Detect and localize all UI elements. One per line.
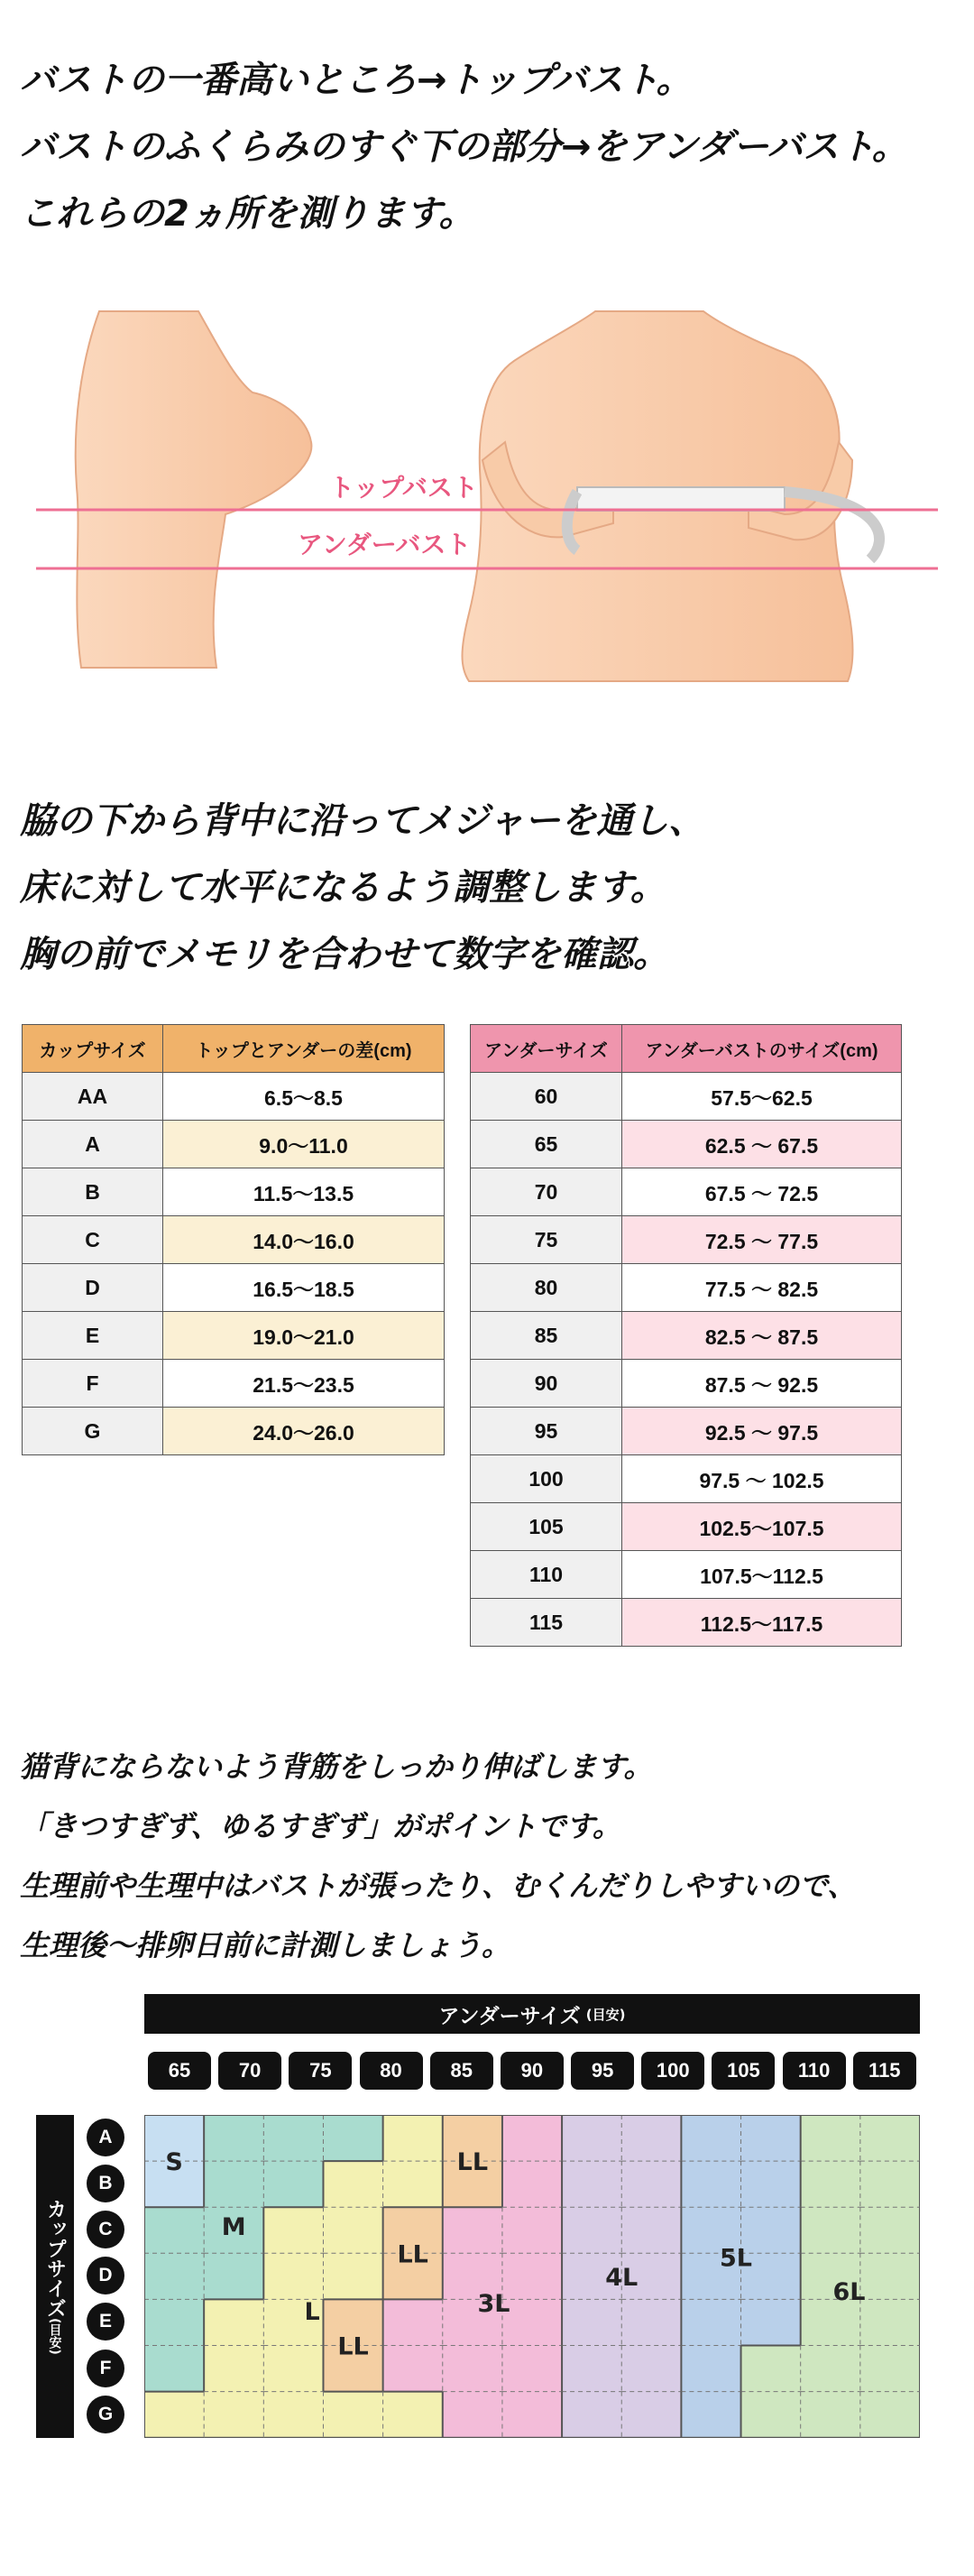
method-line: 脇の下から背中に沿ってメジャーを通し、 (20, 800, 705, 842)
size-region-cell (323, 2207, 383, 2254)
size-region-cell (204, 2346, 264, 2393)
under-size-cell: 65 (471, 1121, 622, 1168)
under-size-column-75: 75 (289, 2052, 352, 2090)
tips-line: 猫背にならないよう背筋をしっかり伸ばします。 (20, 1750, 653, 1784)
table-row (23, 1216, 445, 1264)
size-region-cell (621, 2299, 682, 2346)
table-row (471, 1455, 902, 1503)
size-region-cell (562, 2299, 622, 2346)
table-row (471, 1216, 902, 1264)
size-region-cell (801, 2161, 861, 2208)
cup-cell: F (23, 1360, 163, 1408)
intro-text (20, 47, 908, 247)
table-row (471, 1264, 902, 1312)
size-region-cell (502, 2115, 563, 2162)
table-row (471, 1551, 902, 1599)
size-region-label: LL (456, 2148, 489, 2177)
size-region-cell (562, 2207, 622, 2254)
size-region-cell (741, 2299, 802, 2346)
size-region-cell (860, 2207, 920, 2254)
size-region-cell (502, 2253, 563, 2300)
size-region-cell (383, 2115, 444, 2162)
size-region-cell (621, 2392, 682, 2438)
under-size-column-70: 70 (218, 2052, 281, 2090)
under-size-cell: 80 (471, 1264, 622, 1312)
size-region-cell (801, 2299, 861, 2346)
table-row (23, 1312, 445, 1360)
size-chart (36, 1994, 929, 2445)
cup-row-E: E (87, 2303, 124, 2341)
range-cell: 67.5 〜 72.5 (622, 1168, 902, 1216)
header-under-bust-range: アンダーバストのサイズ(cm) (622, 1025, 902, 1073)
under-size-column-80: 80 (360, 2052, 423, 2090)
size-region-cell (562, 2346, 622, 2393)
size-region-cell (801, 2346, 861, 2393)
cup-cell: A (23, 1121, 163, 1168)
size-region-cell (204, 2253, 264, 2300)
table-row (471, 1121, 902, 1168)
size-region-cell (204, 2161, 264, 2208)
range-cell: 57.5〜62.5 (622, 1073, 902, 1121)
under-size-cell: 110 (471, 1551, 622, 1599)
measurement-illustration (36, 307, 938, 695)
cup-size-axis-sub: (目安) (47, 2317, 62, 2355)
method-line: 床に対して水平になるよう調整します。 (20, 867, 666, 909)
size-region-cell (741, 2115, 802, 2162)
size-region-label: L (304, 2298, 320, 2327)
range-cell: 87.5 〜 92.5 (622, 1360, 902, 1408)
size-region-cell (443, 2207, 503, 2254)
under-size-column-105: 105 (712, 2052, 775, 2090)
method-text (20, 788, 704, 988)
size-region-cell (263, 2346, 324, 2393)
size-region-cell (204, 2115, 264, 2162)
size-region-cell (144, 2253, 205, 2300)
under-size-cell: 115 (471, 1599, 622, 1647)
size-region-cell (263, 2115, 324, 2162)
range-cell: 92.5 〜 97.5 (622, 1408, 902, 1455)
cup-row-G: G (87, 2396, 124, 2433)
under-size-cell: 70 (471, 1168, 622, 1216)
cup-row-C: C (87, 2211, 124, 2248)
size-region-cell (323, 2253, 383, 2300)
size-region-cell (562, 2161, 622, 2208)
size-region-label: 4L (605, 2263, 639, 2292)
size-region-cell (621, 2346, 682, 2393)
size-region-cell (144, 2346, 205, 2393)
table-header-row (471, 1025, 902, 1073)
header-cup-size: カップサイズ (23, 1025, 163, 1073)
under-size-cell: 75 (471, 1216, 622, 1264)
size-region-cell (860, 2346, 920, 2393)
size-region-label: S (165, 2148, 183, 2177)
size-region-cell (860, 2115, 920, 2162)
size-region-cell (562, 2115, 622, 2162)
size-region-label: 5L (720, 2244, 753, 2273)
difference-cell: 14.0〜16.0 (163, 1216, 445, 1264)
size-region-cell (681, 2392, 741, 2438)
size-region-cell (204, 2392, 264, 2438)
size-region-cell (621, 2115, 682, 2162)
table-row (471, 1168, 902, 1216)
cup-cell: E (23, 1312, 163, 1360)
size-region-cell (860, 2161, 920, 2208)
cup-cell: C (23, 1216, 163, 1264)
under-size-cell: 60 (471, 1073, 622, 1121)
tips-text (20, 1737, 856, 1975)
size-region-cell (204, 2299, 264, 2346)
size-region-cell (502, 2346, 563, 2393)
method-line: 胸の前でメモリを合わせて数字を確認。 (20, 934, 669, 975)
range-cell: 77.5 〜 82.5 (622, 1264, 902, 1312)
difference-cell: 24.0〜26.0 (163, 1408, 445, 1455)
table-row (23, 1168, 445, 1216)
size-region-cell (860, 2392, 920, 2438)
under-size-cell: 90 (471, 1360, 622, 1408)
under-size-cell: 85 (471, 1312, 622, 1360)
size-region-cell (502, 2161, 563, 2208)
difference-cell: 9.0〜11.0 (163, 1121, 445, 1168)
size-region-cell (443, 2346, 503, 2393)
cup-size-axis-label: カップサイズ (43, 2198, 67, 2318)
size-region-label: LL (337, 2332, 369, 2361)
under-size-cell: 95 (471, 1408, 622, 1455)
table-row (471, 1408, 902, 1455)
size-region-cell (144, 2299, 205, 2346)
cup-row-B: B (87, 2165, 124, 2202)
size-region-cell (681, 2161, 741, 2208)
cup-cell: AA (23, 1073, 163, 1121)
tips-line: 生理前や生理中はバストが張ったり、むくんだりしやすいので、 (20, 1869, 857, 1903)
range-cell: 97.5 〜 102.5 (622, 1455, 902, 1503)
range-cell: 72.5 〜 77.5 (622, 1216, 902, 1264)
cup-size-axis-bar (36, 2115, 74, 2438)
range-cell: 82.5 〜 87.5 (622, 1312, 902, 1360)
size-region-cell (741, 2161, 802, 2208)
size-region-cell (741, 2346, 802, 2393)
table-row (23, 1408, 445, 1455)
difference-cell: 16.5〜18.5 (163, 1264, 445, 1312)
table-row (471, 1599, 902, 1647)
range-cell: 62.5 〜 67.5 (622, 1121, 902, 1168)
difference-cell: 6.5〜8.5 (163, 1073, 445, 1121)
under-size-table (470, 1024, 902, 1647)
under-size-column-100: 100 (641, 2052, 704, 2090)
range-cell: 102.5〜107.5 (622, 1503, 902, 1551)
under-size-column-110: 110 (783, 2052, 846, 2090)
difference-cell: 19.0〜21.0 (163, 1312, 445, 1360)
size-region-grid (144, 2115, 920, 2438)
size-region-cell (383, 2346, 444, 2393)
size-region-cell (860, 2253, 920, 2300)
intro-line: バストのふくらみのすぐ下の部分→をアンダーバスト。 (20, 126, 908, 168)
cup-row-F: F (87, 2350, 124, 2387)
under-size-cell: 100 (471, 1455, 622, 1503)
size-region-cell (801, 2115, 861, 2162)
size-region-cell (681, 2299, 741, 2346)
size-region-cell (144, 2207, 205, 2254)
intro-line: これらの2ヵ所を測ります。 (20, 193, 475, 235)
size-region-cell (741, 2392, 802, 2438)
size-region-cell (323, 2115, 383, 2162)
tips-line: 「きつすぎず、ゆるすぎず」がポイントです。 (20, 1809, 621, 1843)
size-region-cell (562, 2392, 622, 2438)
size-region-label: 6L (832, 2277, 866, 2306)
size-region-cell (801, 2207, 861, 2254)
table-row (471, 1360, 902, 1408)
size-region-cell (144, 2392, 205, 2438)
cup-cell: D (23, 1264, 163, 1312)
size-region-cell (323, 2161, 383, 2208)
table-row (23, 1073, 445, 1121)
size-region-cell (443, 2392, 503, 2438)
under-size-column-115: 115 (853, 2052, 916, 2090)
table-row (471, 1073, 902, 1121)
size-region-cell (383, 2392, 444, 2438)
header-under-size: アンダーサイズ (471, 1025, 622, 1073)
size-region-cell (502, 2207, 563, 2254)
size-region-cell (801, 2392, 861, 2438)
table-row (23, 1360, 445, 1408)
top-bust-label: トップバスト (329, 473, 478, 503)
under-size-column-90: 90 (501, 2052, 564, 2090)
size-region-cell (621, 2161, 682, 2208)
size-region-cell (263, 2207, 324, 2254)
range-cell: 112.5〜117.5 (622, 1599, 902, 1647)
tips-line: 生理後〜排卵日前に計測しましょう。 (20, 1928, 511, 1962)
size-region-cell (502, 2392, 563, 2438)
size-region-cell (681, 2346, 741, 2393)
size-region-label: LL (397, 2240, 428, 2269)
size-region-cell (263, 2253, 324, 2300)
size-region-cell (860, 2299, 920, 2346)
size-region-label: 3L (477, 2290, 510, 2319)
size-region-cell (502, 2299, 563, 2346)
cup-row-A: A (87, 2119, 124, 2156)
size-region-cell (263, 2392, 324, 2438)
table-header-row (23, 1025, 445, 1073)
under-bust-label: アンダーバスト (298, 530, 472, 559)
size-region-cell (681, 2115, 741, 2162)
cup-cell: B (23, 1168, 163, 1216)
table-row (23, 1121, 445, 1168)
size-region-cell (383, 2299, 444, 2346)
under-size-header (144, 1994, 920, 2034)
table-row (23, 1264, 445, 1312)
cup-cell: G (23, 1408, 163, 1455)
measuring-tape (577, 487, 785, 511)
under-size-column-85: 85 (430, 2052, 493, 2090)
table-row (471, 1312, 902, 1360)
size-region-label: M (221, 2213, 246, 2242)
size-region-cell (621, 2207, 682, 2254)
difference-cell: 21.5〜23.5 (163, 1360, 445, 1408)
under-size-header-sub: (目安) (585, 2006, 626, 2023)
header-difference: トップとアンダーの差(cm) (163, 1025, 445, 1073)
under-size-header-label: アンダーサイズ (438, 2004, 581, 2028)
difference-cell: 11.5〜13.5 (163, 1168, 445, 1216)
size-region-cell (263, 2161, 324, 2208)
cup-row-D: D (87, 2257, 124, 2294)
under-size-column-95: 95 (571, 2052, 634, 2090)
under-size-cell: 105 (471, 1503, 622, 1551)
side-torso-figure (76, 311, 312, 668)
intro-line: バストの一番高いところ→トップバスト。 (20, 60, 693, 101)
range-cell: 107.5〜112.5 (622, 1551, 902, 1599)
cup-size-table (22, 1024, 445, 1455)
size-region-cell (383, 2161, 444, 2208)
size-region-cell (323, 2392, 383, 2438)
table-row (471, 1503, 902, 1551)
under-size-column-65: 65 (148, 2052, 211, 2090)
